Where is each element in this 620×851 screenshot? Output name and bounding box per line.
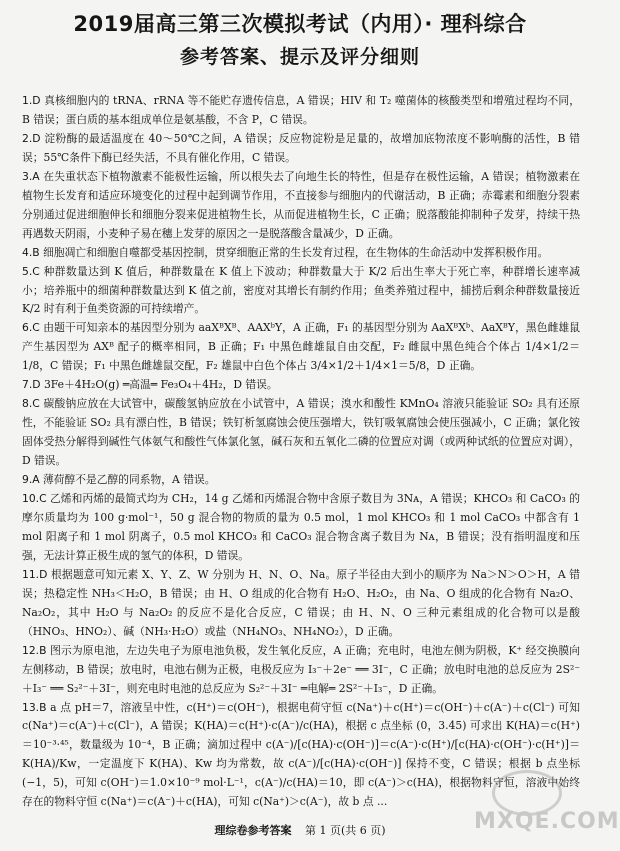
answer-number: 7.D — [22, 378, 41, 392]
answer-text: 在失重状态下植物激素不能极性运输，所以根失去了向地生长的特性，但是存在极性运输，A 错误；植物激素在植物生长发育和适应环境变化的过程中起到调节作用，不直接参与细胞内的代谢活动，B 正确；赤霉素和细胞分裂素分别通过促进细胞伸长和细胞分裂来促进植物生长，从而促进植物生长，C 正确；脱落酸能抑制种子发芽，持续干热再遇数天阴雨，小麦种子易在穗上发芽的原因之一是脱落酸含量减少，D 正确。 — [22, 169, 580, 240]
answer-number: 10.C — [22, 492, 47, 506]
watermark-text: MXQE.COM — [474, 809, 620, 834]
answer-text: 真核细胞内的 tRNA、rRNA 等不能贮存遗传信息，A 错误；HIV 和 T₂ 噬菌体的核酸类型和增殖过程均不同，B 错误；蛋白质的基本组成单位是氨基酸，不含 P，C 错误。 — [22, 94, 581, 126]
answer-item — [22, 642, 580, 699]
answer-item — [22, 130, 580, 168]
answer-item — [22, 244, 580, 263]
page-subtitle: 参考答案、提示及评分细则 — [179, 46, 420, 68]
answer-item — [22, 471, 580, 490]
answer-number: 3.A — [22, 169, 40, 183]
answer-list — [22, 92, 580, 812]
answer-text: 3Fe＋4H₂O(g) ═高温═ Fe₃O₄＋4H₂，D 错误。 — [43, 378, 278, 392]
answer-number: 2.D — [22, 131, 41, 145]
answer-item — [22, 566, 580, 642]
answer-text: 细胞凋亡和细胞自噬都受基因控制，贯穿细胞正常的生长发育过程，在生物体的生命活动中发挥积极作用。 — [43, 245, 549, 259]
watermark-logo — [474, 770, 620, 842]
answer-text: 淀粉酶的最适温度在 40～50℃之间，A 错误；反应物淀粉是足量的，故增加底物浓度不影响酶的活性，B 错误；55℃条件下酶已经失活，不具有催化作用，C 错误。 — [22, 131, 580, 164]
footer-label: 理综卷参考答案 — [214, 824, 292, 837]
answer-text: 碳酸钠应放在大试管中，碳酸氢钠应放在小试管中，A 错误；溴水和酸性 KMnO₄ 溶液只能验证 SO₂ 具有还原性，不能验证 SO₂ 具有漂白性，B 错误；铁钉析氢腐蚀会使压强增大，铁钉吸氧腐蚀会使压强减小，C 正确；氯化铵固体受热分解得到碱性气体氨气和酸性气体氯化氢，碱石灰和五氧化二磷的位置应对调（或两种试纸的位置应对调），D 错误。 — [22, 397, 580, 468]
answer-item — [22, 490, 580, 566]
answer-item — [22, 92, 580, 130]
answer-number: 11.D — [22, 567, 48, 581]
answer-text: 乙烯和丙烯的最简式均为 CH₂，14 g 乙烯和丙烯混合物中含原子数目为 3Nᴀ，A 错误；KHCO₃ 和 CaCO₃ 的摩尔质量均为 100 g·mol⁻¹，50 g 混合物的物质的量为 0.5 mol，1 mol KHCO₃ 和 1 mol CaCO₃ 中都含有 1 mol 阳离子和 1 mol 阴离子，0.5 mol KHCO₃ 和 CaCO₃ 混合物含离子数目为 Nᴀ，B 错误；没有指明温度和压强，无法计算正极生成的氢气的体积，D 错误。 — [22, 492, 580, 562]
answer-number: 8.C — [22, 397, 40, 411]
page-title: 2019届高三第三次模拟考试（内用）· 理科综合 — [73, 12, 527, 36]
answer-item — [22, 376, 580, 395]
answer-number: 1.D — [22, 94, 41, 107]
answer-number: 5.C — [22, 264, 40, 278]
answer-text: 薄荷醇不是乙醇的同系物，A 错误。 — [43, 473, 216, 487]
answer-number: 4.B — [22, 245, 40, 259]
footer-page-number: 第 1 页(共 6 页) — [304, 824, 386, 837]
answer-text: 由题干可知亲本的基因型分别为 aaXᴮXᴮ、AAXᵇY，A 正确，F₁ 的基因型分别为 AaXᴮXᵇ、AaXᴮY，黑色雌雄鼠产生基因型为 AXᴮ 配子的概率相同，B 正确；F₁ 中黑色雌雄鼠自由交配，F₂ 雌鼠中黑色纯合个体占 1/4×1/2＝1/8，C 错误；F₁ 中黑色雌雄鼠交配，F₂ 雄鼠中白色个体占 3/4×1/2＋1/4×1＝5/8，D 正确。 — [22, 321, 580, 373]
answer-number: 9.A — [22, 473, 40, 487]
answer-text: 根据题意可知元素 X、Y、Z、W 分别为 H、N、O、Na。原子半径由大到小的顺序为 Na＞N＞O＞H，A 错误；热稳定性 NH₃＜H₂O，B 错误；由 H、O 组成的化合物有 H₂O、H₂O₂，由 Na、O 组成的化合物有 Na₂O、Na₂O₂，其中 H₂O 与 Na₂O₂ 的反应不是化合反应，C 错误；由 H、N、O 三种元素组成的化合物可以是酸（HNO₃、HNO₂）、碱（NH₃·H₂O）或盐（NH₄NO₃、NH₄NO₂），D 正确。 — [22, 567, 580, 638]
answer-number: 6.C — [22, 321, 40, 335]
answer-item — [22, 168, 580, 244]
answer-text: 图示为原电池，左边失电子为原电池负极，发生氧化反应，A 正确；充电时，电池左侧为阴极，K⁺ 经交换膜向左侧移动，B 错误；放电时，电池右侧为正极，电极反应为 I₃⁻＋2e⁻ ══ 3I⁻，C 正确；放电时电池的总反应为 2S²⁻＋I₃⁻ ══ S₂²⁻＋3I⁻，则充电时电池的总反应为 S₂²⁻＋3I⁻ ═电解═ 2S²⁻＋I₃⁻，D 正确。 — [22, 643, 580, 695]
answer-item — [22, 395, 580, 471]
answer-number: 12.B — [22, 643, 47, 657]
answer-text: 种群数量达到 K 值后，种群数量在 K 值上下波动；种群数量大于 K/2 后出生率大于死亡率，种群增长速率减小；培养瓶中的细菌种群数量达到 K 值之前，密度对其增长有制约作用；鱼类养殖过程中，捕捞后剩余种群数量接近 K/2 时有利于鱼类资源的可持续增产。 — [22, 264, 581, 316]
answer-text: a 点 pH＝7，溶液呈中性，c(H⁺)＝c(OH⁻)，根据电荷守恒 c(Na⁺)＋c(H⁺)＝c(OH⁻)＋c(A⁻)＋c(Cl⁻) 可知 c(Na⁺)＝c(A⁻)＋c(Cl⁻)，A 错误；K(HA)＝c(H⁺)·c(A⁻)/c(HA)，根据 c 点坐标 (0，3.45) 可求出 K(HA)＝c(H⁺)＝10⁻³·⁴⁵，数量级为 10⁻⁴，B 正确；滴加过程中 c(A⁻)/[c(HA)·c(OH⁻)]＝c(A⁻)·c(H⁺)/[c(HA)·c(OH⁻)·c(H⁺)]＝K(HA)/Kᴡ，一定温度下 K(HA)、Kᴡ 均为常数，故 c(A⁻)/[c(HA)·c(OH⁻)] 保持不变，C 错误；根据 b 点坐标 (−1，5)，可知 c(OH⁻)＝1.0×10⁻⁹ mol·L⁻¹，c(A⁻)/c(HA)＝10，即 c(A⁻)＞c(HA)，根据物料守恒，溶液中始终存在的物料守恒 c(Na⁺)＝c(A⁻)＋c(HA)，可知 c(Na⁺)＞c(A⁻)，故 b 点 ... — [22, 700, 580, 809]
answer-item — [22, 263, 580, 320]
answer-item — [22, 319, 580, 376]
answer-number: 13.B — [22, 700, 47, 714]
